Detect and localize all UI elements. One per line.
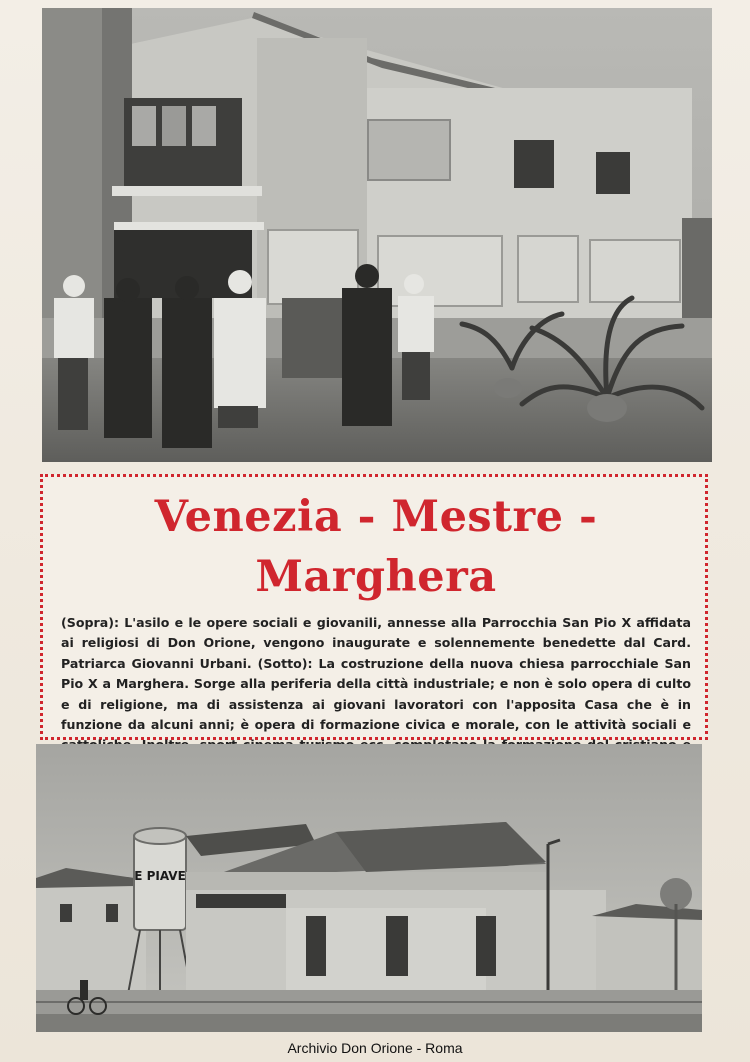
caption-title: Venezia - Mestre - Marghera — [154, 492, 598, 602]
archive-credit: Archivio Don Orione - Roma — [287, 1040, 463, 1056]
photo-church-construction — [36, 744, 702, 1032]
caption-box — [40, 474, 708, 740]
photo-inauguration — [42, 8, 712, 462]
caption-text: (Sopra): L'asilo e le opere sociali e giovanili, annesse alla Parrocchia San Pio X affidata ai religiosi di Don Orione, vengono inaugurate e solennemente benedette dal Card. Patriarca Giovanni Urbani. (Sotto): La costruzione della nuova chiesa parrocchiale San Pio X a Marghera. Sorge alla periferia della città industriale; e non è solo opera di culto e di religione, ma di assistenza ai giovani lavoratori con l'apposita Casa che è in funzione da alcuni anni; è opera di formazione civica e morale, con le attività sociali e — [61, 615, 691, 733]
water-tower-text: E PIAVE — [134, 869, 186, 883]
